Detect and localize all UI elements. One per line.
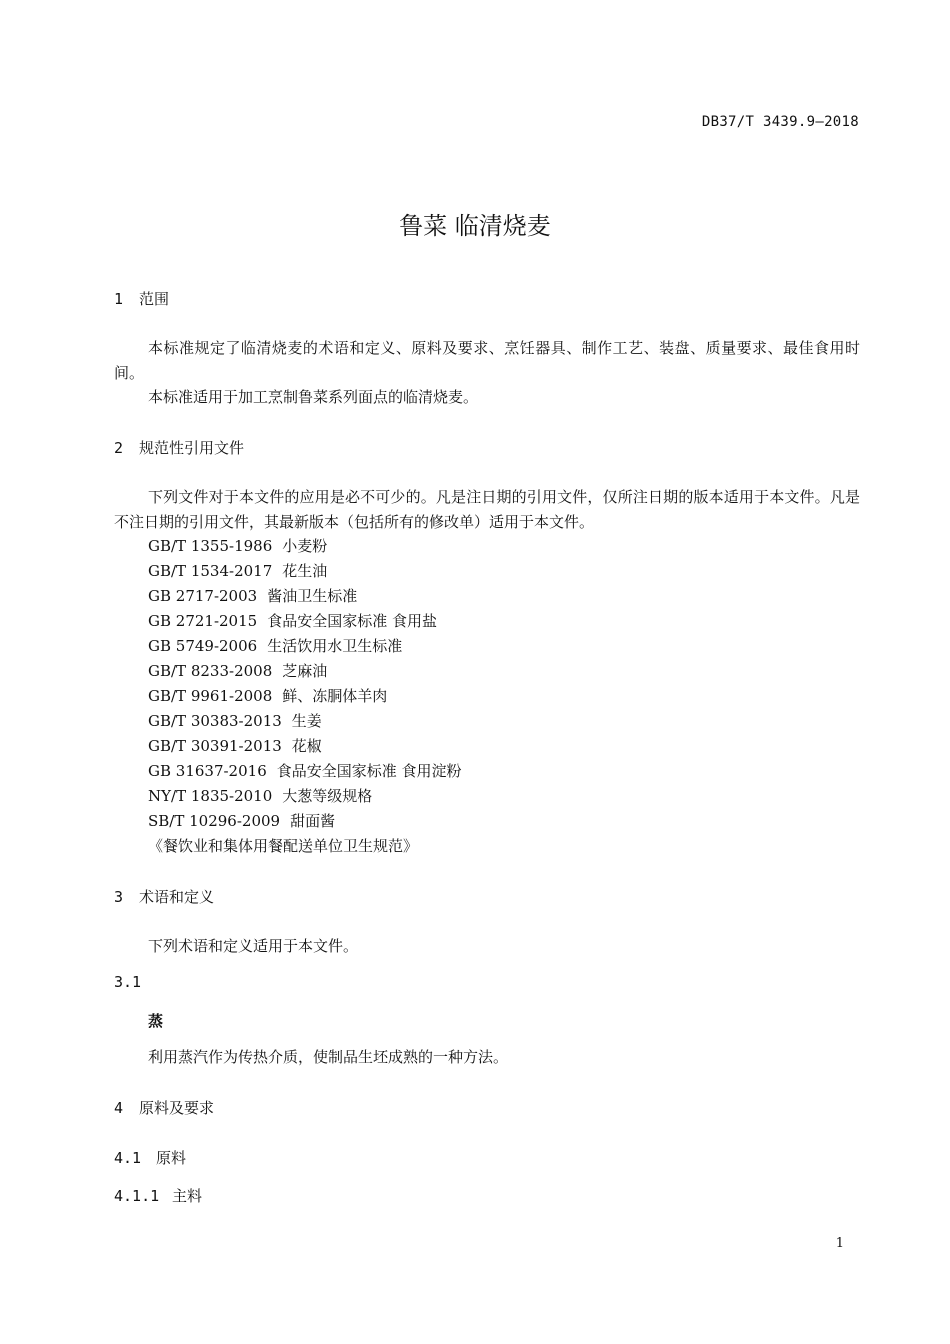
section-title: 术语和定义 [139,888,215,906]
section-number: 4 [114,1099,124,1117]
reference-name: 生活饮用水卫生标准 [267,637,403,655]
section-title: 范围 [139,290,170,308]
reference-code: GB 2721-2015 [148,612,258,630]
standard-code: DB37/T 3439.9—2018 [701,114,859,130]
reference-item [148,610,437,631]
reference-item [148,785,372,806]
reference-code: GB/T 1534-2017 [148,562,273,580]
reference-code: GB/T 30391-2013 [148,737,282,755]
term-definition: 利用蒸汽作为传热介质，使制品生坯成熟的一种方法。 [148,1048,509,1066]
term-entry: 蒸 [148,1012,164,1030]
reference-code: GB 5749-2006 [148,637,258,655]
reference-code: GB 2717-2003 [148,587,258,605]
term-number [114,973,142,991]
reference-code: NY/T 1835-2010 [148,787,273,805]
section-number: 2 [114,439,124,457]
reference-code: GB 31637-2016 [148,762,267,780]
reference-name: 食品安全国家标准 食用淀粉 [276,762,462,780]
subsubsection-number: 4.1.1 [114,1187,160,1205]
reference-item [148,535,327,556]
reference-name: 甜面酱 [290,812,336,830]
section-number: 1 [114,290,124,308]
reference-name: 小麦粉 [282,537,328,555]
section-title: 规范性引用文件 [139,439,245,457]
subsection-number: 3.1 [114,973,142,991]
subsection-title: 原料 [156,1149,187,1167]
page-number: 1 [835,1236,844,1251]
reference-code: GB/T 30383-2013 [148,712,282,730]
reference-item [148,685,387,706]
subsection-heading [114,1147,186,1168]
reference-extra: 《餐饮业和集体用餐配送单位卫生规范》 [148,837,419,855]
reference-code: GB/T 8233-2008 [148,662,273,680]
reference-name: 花椒 [291,737,322,755]
section-heading-materials [114,1097,214,1118]
subsubsection-heading [114,1185,202,1206]
reference-name: 生姜 [291,712,322,730]
subsection-number: 4.1 [114,1149,142,1167]
reference-item [148,660,327,681]
reference-name: 芝麻油 [282,662,328,680]
reference-name: 食品安全国家标准 食用盐 [267,612,437,630]
subsubsection-title: 主料 [172,1187,203,1205]
reference-item [148,635,402,656]
reference-item [148,810,335,831]
reference-name: 大葱等级规格 [282,787,373,805]
reference-name: 鲜、冻胴体羊肉 [282,687,388,705]
reference-name: 酱油卫生标准 [267,587,358,605]
section-number: 3 [114,888,124,906]
paragraph: 本标准规定了临清烧麦的术语和定义、原料及要求、烹饪器具、制作工艺、装盘、质量要求、最佳食用时间。 [114,339,860,382]
paragraph: 下列文件对于本文件的应用是必不可少的。凡是注日期的引用文件，仅所注日期的版本适用于本文件。凡是不注日期的引用文件，其最新版本（包括所有的修改单）适用于本文件。 [114,488,860,531]
section-heading-terms [114,886,214,907]
reference-item [148,710,322,731]
paragraph: 下列术语和定义适用于本文件。 [148,937,359,955]
document-title: 鲁菜 临清烧麦 [399,212,551,240]
reference-code: GB/T 1355-1986 [148,537,273,555]
reference-item [148,560,327,581]
section-heading-scope [114,288,169,309]
reference-code: SB/T 10296-2009 [148,812,281,830]
section-heading-references [114,437,244,458]
paragraph: 本标准适用于加工烹制鲁菜系列面点的临清烧麦。 [148,388,479,406]
reference-code: GB/T 9961-2008 [148,687,273,705]
reference-item [148,760,462,781]
section-title: 原料及要求 [139,1099,215,1117]
reference-item [148,585,357,606]
reference-item [148,735,322,756]
reference-name: 花生油 [282,562,328,580]
